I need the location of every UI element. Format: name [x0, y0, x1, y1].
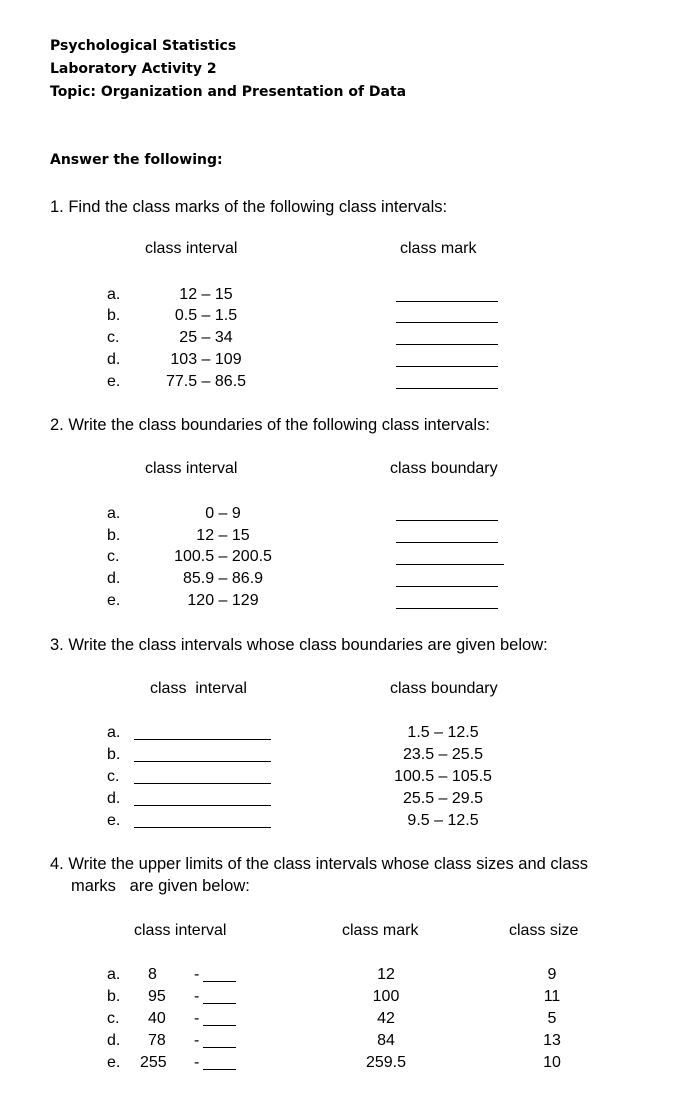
q4-upper-limit-blank[interactable] — [203, 1047, 236, 1048]
q1-letter: e. — [107, 373, 121, 390]
q2-letter: c. — [107, 548, 120, 565]
q1-letter: a. — [107, 286, 121, 303]
q2-col-interval: class interval — [145, 460, 238, 477]
q4-upper-limit-blank[interactable] — [203, 1069, 236, 1070]
q3-boundary: 9.5 – 12.5 — [407, 812, 479, 829]
q1-interval: 12 – 15 — [179, 286, 233, 303]
q4-col-interval: class interval — [134, 922, 227, 939]
dash-separator: - — [194, 1054, 200, 1071]
q1-interval: 25 – 34 — [179, 329, 233, 346]
q2-letter: b. — [107, 527, 121, 544]
q1-letter: d. — [107, 351, 121, 368]
q4-class-mark: 42 — [377, 1010, 395, 1027]
q3-col-boundary: class boundary — [390, 680, 498, 697]
q3-letter: c. — [107, 768, 120, 785]
q4-lower-limit: 255 — [140, 1054, 167, 1071]
q4-upper-limit-blank[interactable] — [203, 1025, 236, 1026]
q2-answer-blank[interactable] — [396, 564, 504, 565]
q1-answer-blank[interactable] — [396, 388, 498, 389]
q3-letter: a. — [107, 724, 121, 741]
course-title: Psychological Statistics — [50, 38, 237, 54]
q4-prompt-line2: marks are given below: — [71, 877, 250, 895]
q2-prompt: 2. Write the class boundaries of the following class intervals: — [50, 416, 490, 434]
q3-col-interval: class interval — [150, 680, 247, 697]
q3-answer-blank[interactable] — [134, 783, 271, 784]
topic-title: Topic: Organization and Presentation of Data — [50, 84, 407, 100]
q4-letter: c. — [107, 1010, 120, 1027]
q2-letter: d. — [107, 570, 121, 587]
q1-interval: 103 – 109 — [170, 351, 242, 368]
q4-letter: d. — [107, 1032, 121, 1049]
activity-title: Laboratory Activity 2 — [50, 61, 217, 77]
q4-class-size: 10 — [543, 1054, 561, 1071]
q1-interval: 77.5 – 86.5 — [165, 373, 247, 390]
q4-lower-limit: 8 — [148, 966, 157, 983]
q4-prompt-line1: 4. Write the upper limits of the class intervals whose class sizes and class — [50, 855, 588, 873]
q2-interval: 12 – 15 — [196, 527, 250, 544]
q3-boundary: 25.5 – 29.5 — [402, 790, 484, 807]
q3-boundary: 23.5 – 25.5 — [402, 746, 484, 763]
q2-interval: 100.5 – 200.5 — [174, 548, 272, 565]
q3-letter: b. — [107, 746, 121, 763]
dash-separator: - — [194, 988, 200, 1005]
q4-col-mark: class mark — [342, 922, 419, 939]
q1-answer-blank[interactable] — [396, 301, 498, 302]
q4-col-size: class size — [509, 922, 579, 939]
q1-answer-blank[interactable] — [396, 366, 498, 367]
dash-separator: - — [194, 966, 200, 983]
q3-letter: d. — [107, 790, 121, 807]
q2-col-answer: class boundary — [390, 460, 498, 477]
q1-prompt: 1. Find the class marks of the following class intervals: — [50, 198, 448, 216]
q2-letter: a. — [107, 505, 121, 522]
q2-letter: e. — [107, 592, 121, 609]
q4-class-size: 9 — [547, 966, 557, 983]
q2-answer-blank[interactable] — [396, 520, 498, 521]
q3-answer-blank[interactable] — [134, 739, 271, 740]
dash-separator: - — [194, 1010, 200, 1027]
q4-class-mark: 12 — [377, 966, 395, 983]
q4-class-mark: 259.5 — [365, 1054, 407, 1071]
q3-letter: e. — [107, 812, 121, 829]
q3-answer-blank[interactable] — [134, 761, 271, 762]
q1-letter: c. — [107, 329, 120, 346]
q1-letter: b. — [107, 307, 121, 324]
q2-interval: 0 – 9 — [205, 505, 241, 522]
q4-lower-limit: 40 — [148, 1010, 166, 1027]
q3-boundary: 1.5 – 12.5 — [407, 724, 479, 741]
q1-answer-blank[interactable] — [396, 344, 498, 345]
q2-answer-blank[interactable] — [396, 586, 498, 587]
q3-prompt: 3. Write the class intervals whose class boundaries are given below: — [50, 636, 548, 654]
q2-answer-blank[interactable] — [396, 542, 498, 543]
q1-col-answer: class mark — [400, 240, 477, 257]
q4-upper-limit-blank[interactable] — [203, 981, 236, 982]
q1-col-interval: class interval — [145, 240, 238, 257]
q1-answer-blank[interactable] — [396, 322, 498, 323]
q3-boundary: 100.5 – 105.5 — [394, 768, 492, 785]
q4-letter: a. — [107, 966, 121, 983]
q4-lower-limit: 78 — [148, 1032, 166, 1049]
q4-class-size: 5 — [547, 1010, 557, 1027]
q4-letter: b. — [107, 988, 121, 1005]
q4-class-mark: 84 — [377, 1032, 395, 1049]
dash-separator: - — [194, 1032, 200, 1049]
q4-class-mark: 100 — [372, 988, 400, 1005]
q4-letter: e. — [107, 1054, 121, 1071]
q4-class-size: 11 — [543, 988, 561, 1005]
q2-interval: 85.9 – 86.9 — [182, 570, 264, 587]
q4-lower-limit: 95 — [148, 988, 166, 1005]
q2-interval: 120 – 129 — [187, 592, 259, 609]
q3-answer-blank[interactable] — [134, 827, 271, 828]
q4-upper-limit-blank[interactable] — [203, 1003, 236, 1004]
q3-answer-blank[interactable] — [134, 805, 271, 806]
q1-interval: 0.5 – 1.5 — [174, 307, 238, 324]
instruction: Answer the following: — [50, 152, 223, 168]
q2-answer-blank[interactable] — [396, 608, 498, 609]
q4-class-size: 13 — [543, 1032, 561, 1049]
